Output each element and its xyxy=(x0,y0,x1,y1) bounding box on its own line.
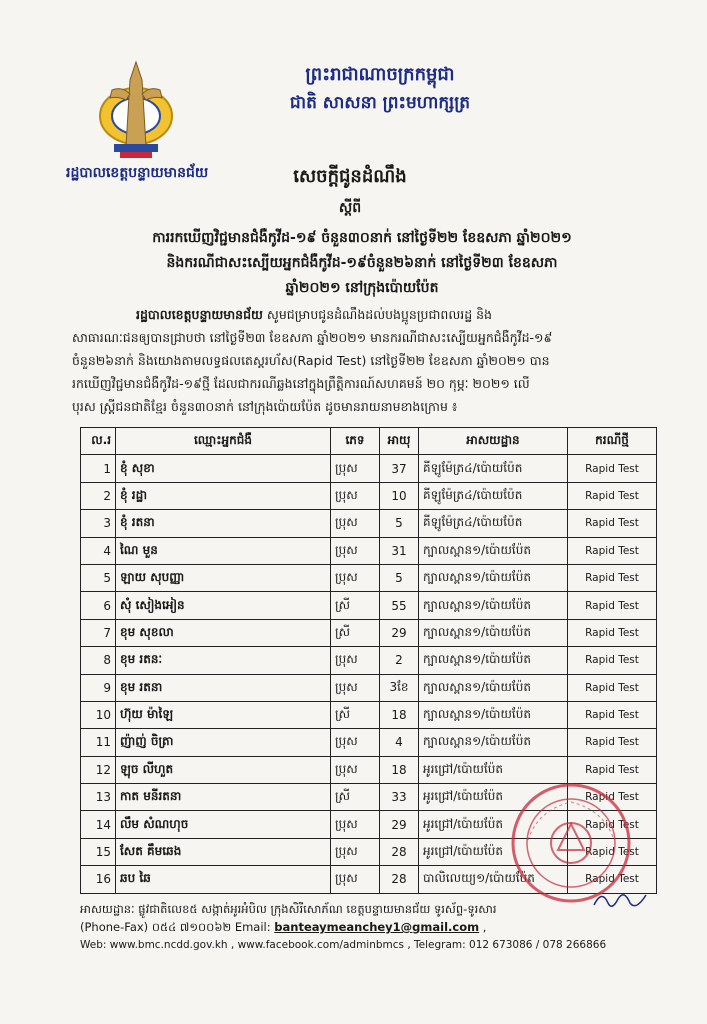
patient-sex: ប្រុស xyxy=(331,482,380,509)
patient-sex: ស្រី xyxy=(331,592,380,619)
row-number: 8 xyxy=(81,647,116,674)
patient-address: បាលិលេយ្យ១/ប៉ោយប៉ែត xyxy=(419,866,568,893)
patient-name: សែត គឹមឆេង xyxy=(116,838,331,865)
body-line-1-text: សូមជម្រាបជូនដំណឹងដល់បងប្អូនប្រជាពលរដ្ឋ និង xyxy=(262,307,492,322)
row-number: 4 xyxy=(81,537,116,564)
patient-name: ញ៉ាញ់ ចិត្រា xyxy=(116,729,331,756)
patient-sex: ប្រុស xyxy=(331,455,380,482)
patient-sex: ប្រុស xyxy=(331,729,380,756)
footer-email-link[interactable]: banteaymeanchey1@gmail.com xyxy=(274,920,480,934)
patient-sex: ប្រុស xyxy=(331,537,380,564)
patient-sex: ប្រុស xyxy=(331,510,380,537)
patient-name: ខុំ សុខា xyxy=(116,455,331,482)
patient-age: 29 xyxy=(380,619,419,646)
patient-name: ខុម រតនៈ xyxy=(116,647,331,674)
patient-address: អូរជ្រៅ/ប៉ោយប៉ែត xyxy=(419,784,568,811)
case-type: Rapid Test xyxy=(568,729,657,756)
patient-sex: ស្រី xyxy=(331,619,380,646)
header-no: ល.រ xyxy=(81,428,116,455)
header-address: អាសយដ្ឋាន xyxy=(419,428,568,455)
header-age: អាយុ xyxy=(380,428,419,455)
patient-address: ក្បាលស្ពាន១/ប៉ោយប៉ែត xyxy=(419,674,568,701)
patient-age: 5 xyxy=(380,564,419,591)
case-type: Rapid Test xyxy=(568,564,657,591)
patient-age: 10 xyxy=(380,482,419,509)
row-number: 13 xyxy=(81,784,116,811)
patient-name: ខុម រតនា xyxy=(116,674,331,701)
patient-name: ណៃ មួន xyxy=(116,537,331,564)
header-sex: ភេទ xyxy=(331,428,380,455)
footer-contact xyxy=(80,900,680,954)
row-number: 16 xyxy=(81,866,116,893)
patient-age: 18 xyxy=(380,756,419,783)
table-row xyxy=(81,455,657,482)
table-row xyxy=(81,701,657,728)
footer-phone-line xyxy=(80,918,680,936)
patient-name: ឡុច លីហួត xyxy=(116,756,331,783)
patient-sex: ស្រី xyxy=(331,784,380,811)
case-type: Rapid Test xyxy=(568,784,657,811)
patient-address: ក្បាលស្ពាន១/ប៉ោយប៉ែត xyxy=(419,647,568,674)
patient-address: ក្បាលស្ពាន១/ប៉ោយប៉ែត xyxy=(419,592,568,619)
row-number: 3 xyxy=(81,510,116,537)
table-row xyxy=(81,510,657,537)
patient-name: ខុំ រដ្ឋា xyxy=(116,482,331,509)
case-type: Rapid Test xyxy=(568,647,657,674)
patient-address: គីឡូម៉ែត្រ៤/ប៉ោយប៉ែត xyxy=(419,510,568,537)
case-type: Rapid Test xyxy=(568,619,657,646)
case-type: Rapid Test xyxy=(568,455,657,482)
table-row xyxy=(81,729,657,756)
patient-sex: ប្រុស xyxy=(331,811,380,838)
document-title: សេចក្ដីជូនដំណឹង xyxy=(293,166,407,187)
patient-age: 33 xyxy=(380,784,419,811)
patient-name: ខុម សុខលា xyxy=(116,619,331,646)
case-type: Rapid Test xyxy=(568,838,657,865)
table-row xyxy=(81,564,657,591)
row-number: 5 xyxy=(81,564,116,591)
table-row xyxy=(81,647,657,674)
patient-age: 31 xyxy=(380,537,419,564)
footer-phone: (Phone-Fax) ០៥៤ ៧១០០៦២ Email: xyxy=(80,920,275,934)
row-number: 9 xyxy=(81,674,116,701)
document-about: ស្ដីពី xyxy=(338,200,362,216)
patient-age: 28 xyxy=(380,838,419,865)
patient-sex: ប្រុស xyxy=(331,674,380,701)
patient-name: សុំ សៀងអៀន xyxy=(116,592,331,619)
patient-age: 55 xyxy=(380,592,419,619)
patient-name: ខុំ រតនា xyxy=(116,510,331,537)
patient-sex: ប្រុស xyxy=(331,564,380,591)
patient-age: 4 xyxy=(380,729,419,756)
subject-line-3: ឆ្នាំ២០២១ នៅក្រុងប៉ោយប៉ែត xyxy=(285,280,439,296)
patient-name: កាត មនីរតនា xyxy=(116,784,331,811)
case-type: Rapid Test xyxy=(568,701,657,728)
kingdom-motto: ជាតិ សាសនា ព្រះមហាក្សត្រ xyxy=(289,93,471,113)
patient-address: គីឡូម៉ែត្រ៤/ប៉ោយប៉ែត xyxy=(419,482,568,509)
table-header-row xyxy=(81,428,657,455)
case-type: Rapid Test xyxy=(568,592,657,619)
patient-name: ឡាយ សុបញ្ញា xyxy=(116,564,331,591)
office-name: រដ្ឋបាលខេត្តបន្ទាយមានជ័យ xyxy=(66,165,209,181)
patient-age: 2 xyxy=(380,647,419,674)
subject-line-1: ការរកឃើញវិជ្ជមានជំងឺកូវីដ-១៩ ចំនួន៣០នាក់ នៅថ្ងៃទី២២ ខែឧសភា ឆ្នាំ២០២១ xyxy=(152,230,572,246)
row-number: 15 xyxy=(81,838,116,865)
table-row xyxy=(81,537,657,564)
kingdom-title: ព្រះរាជាណាចក្រកម្ពុជា xyxy=(305,64,455,85)
table-row xyxy=(81,482,657,509)
footer-email-suffix: , xyxy=(479,920,487,934)
patient-age: 18 xyxy=(380,701,419,728)
case-type: Rapid Test xyxy=(568,674,657,701)
case-type: Rapid Test xyxy=(568,537,657,564)
patient-sex: ប្រុស xyxy=(331,838,380,865)
patient-name: ហ៊ុយ ម៉ាឡៃ xyxy=(116,701,331,728)
row-number: 6 xyxy=(81,592,116,619)
row-number: 2 xyxy=(81,482,116,509)
case-type: Rapid Test xyxy=(568,756,657,783)
body-line-2: សាធារណៈជនឲ្យបានជ្រាបថា នៅថ្ងៃទី២៣ ខែឧសភា ឆ្នាំ២០២១ មានករណីជាសះស្បើយអ្នកជំងឺកូវីដ-១៩ xyxy=(72,330,553,345)
row-number: 1 xyxy=(81,455,116,482)
patient-address: អូរជ្រៅ/ប៉ោយប៉ែត xyxy=(419,811,568,838)
table-row xyxy=(81,592,657,619)
ministry-emblem-logo xyxy=(92,50,180,162)
row-number: 7 xyxy=(81,619,116,646)
patient-address: ក្បាលស្ពាន១/ប៉ោយប៉ែត xyxy=(419,701,568,728)
case-type: Rapid Test xyxy=(568,866,657,893)
body-line-3: ចំនួន២៦នាក់ និងយោងតាមលទ្ធផលតេស្តរហ័ស(Rapid Test) នៅថ្ងៃទី២២ ខែឧសភា ឆ្នាំ២០២១ បាន xyxy=(72,353,550,368)
patient-age: 37 xyxy=(380,455,419,482)
row-number: 12 xyxy=(81,756,116,783)
patient-sex: ស្រី xyxy=(331,701,380,728)
row-number: 14 xyxy=(81,811,116,838)
header-case: ករណីថ្មី xyxy=(568,428,657,455)
patient-address: ក្បាលស្ពាន១/ប៉ោយប៉ែត xyxy=(419,619,568,646)
case-type: Rapid Test xyxy=(568,510,657,537)
body-line-1 xyxy=(72,303,662,326)
patient-sex: ប្រុស xyxy=(331,866,380,893)
patient-address: ក្បាលស្ពាន១/ប៉ោយប៉ែត xyxy=(419,537,568,564)
footer-address: អាសយដ្ឋានៈ ផ្លូវជាតិលេខ៥ សង្កាត់អូរអំបិល ក្រុងសិរីសោភ័ណ ខេត្តបន្ទាយមានជ័យ ទូរស័ព្ទ-ទូរសារ xyxy=(80,902,497,916)
table-row xyxy=(81,674,657,701)
patient-address: អូរជ្រៅ/ប៉ោយប៉ែត xyxy=(419,838,568,865)
body-lead: រដ្ឋបាលខេត្តបន្ទាយមានជ័យ xyxy=(136,307,263,322)
patient-address: គីឡូម៉ែត្រ៤/ប៉ោយប៉ែត xyxy=(419,455,568,482)
subject-line-2: និងករណីជាសះស្បើយអ្នកជំងឺកូវីដ-១៩ចំនួន២៦នាក់ នៅថ្ងៃទី២៣ ខែឧសភា xyxy=(166,255,558,271)
patient-age: 5 xyxy=(380,510,419,537)
header-name: ឈ្មោះអ្នកជំងឺ xyxy=(116,428,331,455)
footer-web: Web: www.bmc.ncdd.gov.kh , www.facebook.com/adminbmcs , Telegram: 012 673086 / 078 266866 xyxy=(80,939,607,951)
patient-age: 29 xyxy=(380,811,419,838)
case-type: Rapid Test xyxy=(568,811,657,838)
row-number: 10 xyxy=(81,701,116,728)
patient-name: លឹម សំណហុច xyxy=(116,811,331,838)
patient-age: 28 xyxy=(380,866,419,893)
patient-name: ឆប ឆៃ xyxy=(116,866,331,893)
patient-address: ក្បាលស្ពាន១/ប៉ោយប៉ែត xyxy=(419,729,568,756)
patient-sex: ប្រុស xyxy=(331,756,380,783)
body-line-5: បុរស ស្ត្រីជនជាតិខ្មែរ ចំនួន៣០នាក់ នៅក្រុងប៉ោយប៉ែត ដូចមានរាយនាមខាងក្រោម ៖ xyxy=(72,399,458,414)
body-paragraph xyxy=(72,303,662,418)
body-line-4: រកឃើញវិជ្ជមានជំងឺកូវីដ-១៩ថ្មី ដែលជាករណីឆ្លងនៅក្នុងព្រឹត្តិការណ៍សហគមន៍ ២០ កុម្ភៈ ២០២១ លើ xyxy=(72,376,530,391)
row-number: 11 xyxy=(81,729,116,756)
table-row xyxy=(81,619,657,646)
patient-sex: ប្រុស xyxy=(331,647,380,674)
case-type: Rapid Test xyxy=(568,482,657,509)
patient-address: ក្បាលស្ពាន១/ប៉ោយប៉ែត xyxy=(419,564,568,591)
patient-age: 3ខែ xyxy=(380,674,419,701)
patient-address: អូរជ្រៅ/ប៉ោយប៉ែត xyxy=(419,756,568,783)
